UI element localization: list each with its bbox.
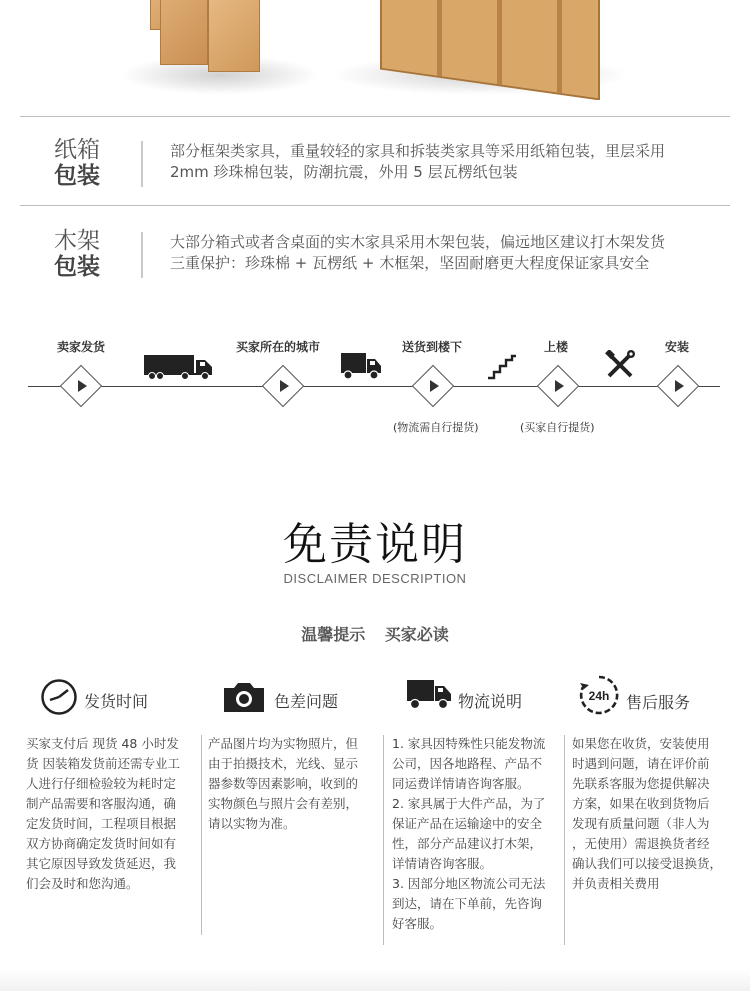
carton-packing-row: [20, 137, 730, 207]
24h-service-icon: [578, 674, 620, 716]
disclaimer-subtitle: DISCLAIMER DESCRIPTION: [283, 571, 467, 586]
divider: [141, 141, 143, 187]
divider: [20, 205, 730, 206]
column-divider: [564, 735, 565, 945]
flow-step-label: 送货到楼下: [402, 340, 463, 354]
flow-note: (物流需自行提货): [393, 421, 479, 434]
column-title: 发货时间: [84, 692, 149, 711]
delivery-truck-icon: [340, 351, 382, 381]
svg-text:24h: 24h: [588, 689, 610, 703]
divider: [141, 232, 143, 278]
wood-packing-row: [20, 228, 730, 298]
carton-packing-title: 纸箱 包装: [54, 137, 100, 189]
after-sales-header: [578, 674, 718, 714]
stairs-icon: [486, 354, 518, 380]
flow-step-label: 安装: [665, 340, 690, 354]
play-arrow-icon: [430, 380, 439, 392]
play-arrow-icon: [78, 380, 87, 392]
shipping-time-header: [40, 678, 180, 718]
divider: [20, 116, 730, 117]
after-sales-text: 如果您在收货，安装使用 时遇到问题，请在评价前 先联系客服为您提供解决 方案，如果在收到货物后 发现有质量问题（非人为 ，无使用）需退换货者经 确认我们可以接受退换货， 并负责相关费用: [572, 736, 723, 891]
flow-step-label: 卖家发货: [57, 340, 106, 354]
disclaimer-title: 免责说明: [283, 519, 467, 570]
flow-note: (买家自行提货): [520, 421, 595, 434]
play-arrow-icon: [675, 380, 684, 392]
column-title: 物流说明: [458, 692, 523, 711]
packaging-photo: [0, 0, 750, 100]
column-title: 售后服务: [626, 693, 691, 712]
play-arrow-icon: [555, 380, 564, 392]
flow-step-label: 买家所在的城市: [236, 340, 321, 354]
tools-icon: [604, 350, 636, 380]
shipping-time-text: 买家支付后 现货 48 小时发 货 因装箱发货前还需专业工 人进行仔细检验较为耗时定 制产品需要和客服沟通，确 定发货时间，工程项目根据 双方协商确定发货时间如有 其它原因导致发货延迟，我 们会及时和您沟通。: [26, 736, 180, 891]
wood-packing-title: 木架 包装: [54, 228, 100, 280]
camera-icon: [222, 680, 266, 714]
column-divider: [383, 735, 384, 945]
wood-packing-description: 大部分箱式或者含桌面的实木家具采用木架包装，偏远地区建议打木架发货 三重保护：珍珠棉 + 瓦楞纸 + 木框架，坚固耐磨更大程度保证家具安全: [170, 233, 666, 272]
column-divider: [201, 735, 202, 935]
flow-step-label: 上楼: [544, 340, 569, 354]
semi-truck-icon: [143, 353, 215, 381]
flow-line: [28, 386, 720, 387]
clock-icon: [40, 678, 78, 716]
logistics-text: 1. 家具因特殊性只能发物流 公司，因各地路程、产品不 同运费详情请咨询客服。 2. 家具属于大件产品，为了 保证产品在运输途中的安全 性，部分产品建议打木架， 详情请咨询客服。 3. 因部分地区物流公司无法 到达，请在下单前，先咨询 好客服。: [392, 736, 546, 931]
page-bottom: [0, 970, 750, 991]
color-difference-text: 产品图片均为实物照片，但 由于拍摄技术，光线、显示 器参数等因素影响，收到的 实物颜色与照片会有差别， 请以实物为准。: [208, 736, 359, 831]
column-title: 色差问题: [274, 692, 339, 711]
logistics-header: [406, 678, 546, 718]
play-arrow-icon: [280, 380, 289, 392]
tips-heading: 温馨提示 买家必读: [301, 625, 449, 644]
truck-icon: [406, 678, 452, 710]
carton-packing-description: 部分框架类家具，重量较轻的家具和拆装类家具等采用纸箱包装，里层采用 2mm 珍珠棉包装，防潮抗震，外用 5 层瓦楞纸包装: [170, 142, 666, 181]
color-difference-header: [222, 678, 362, 718]
